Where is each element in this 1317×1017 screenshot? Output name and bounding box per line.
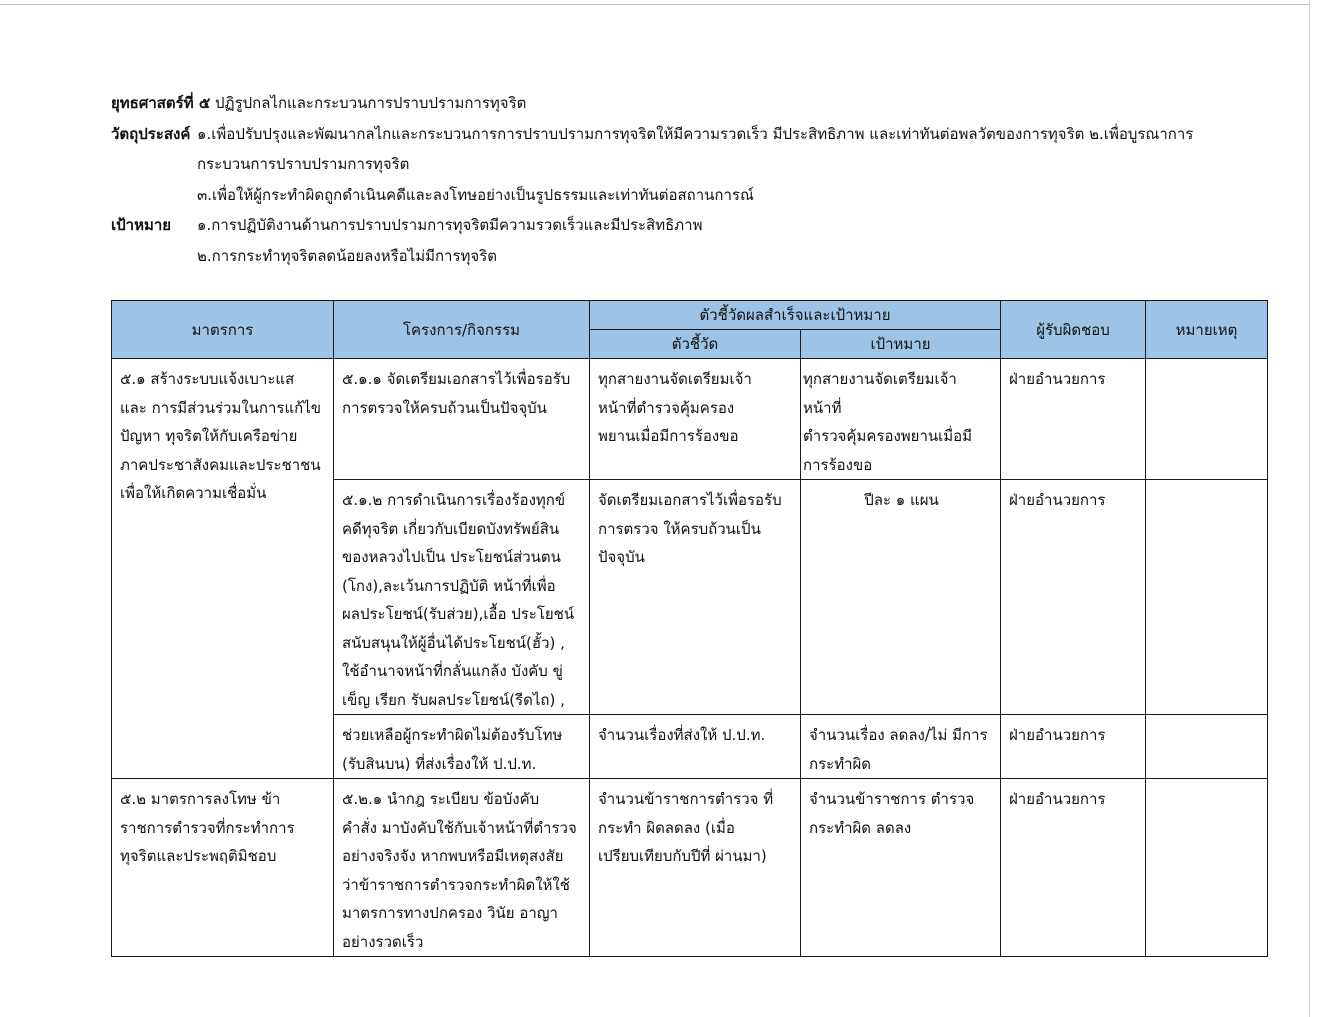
objectives-line-2	[111, 149, 1261, 180]
indicator-cell: จำนวนข้าราชการตำรวจ ที่ กระทำ ผิดลดลง (เมื่อ เปรียบเทียบกับปีที่ ผ่านมา)	[590, 779, 801, 957]
note-cell	[1146, 715, 1268, 779]
table-row	[112, 779, 1268, 957]
project-cell: ๕.๑.๒ การดำเนินการเรื่องร้องทุกข์ คดีทุจริต เกี่ยวกับเบียดบังทรัพย์สิน ของหลวงไปเป็น ประโยชน์ส่วนตน (โกง),ละเว้นการปฏิบัติ หน้าที่เพื่อ ผลประโยชน์(รับส่วย),เอื้อ ประโยชน์ สนับสนุนให้ผู้อื่นได้ประโยชน์(ฮั้ว) , ใช้อำนาจหน้าที่กลั่นแกล้ง บังคับ ขู่ เข็ญ เรียก รับผลประโยชน์(รีดไถ) ,	[334, 480, 590, 715]
owner-cell: ฝ่ายอำนวยการ	[1001, 715, 1146, 779]
target-cell: ทุกสายงานจัดเตรียมเจ้าหน้าที่ ตำรวจคุ้มครองพยานเมื่อมี การร้องขอ	[801, 359, 1001, 480]
target-cell: จำนวนเรื่อง ลดลง/ไม่ มีการ กระทำผิด	[801, 715, 1001, 779]
goal-text: ๑.การปฏิบัติงานด้านการปราบปรามการทุจริตมีความรวดเร็วและมีประสิทธิภาพ	[197, 216, 703, 235]
objective-text: ๓.เพื่อให้ผู้กระทำผิดถูกดำเนินคดีและลงโทษอย่างเป็นรูปธรรมและเท่าทันต่อสถานการณ์	[197, 185, 754, 204]
project-cell: ๕.๑.๑ จัดเตรียมเอกสารไว้เพื่อรอรับ การตรวจให้ครบถ้วนเป็นปัจจุบัน	[334, 359, 590, 480]
measure-cell: ๕.๑ สร้างระบบแจ้งเบาะแส และ การมีส่วนร่วมในการแก้ไข ปัญหา ทุจริตให้กับเครือข่าย ภาคประชาสังคมและประชาชน เพื่อให้เกิดความเชื่อมั่น	[112, 359, 334, 779]
indicator-cell: จัดเตรียมเอกสารไว้เพื่อรอรับ การตรวจ ให้ครบถ้วนเป็น ปัจจุบัน	[590, 480, 801, 715]
page-right-border	[1309, 0, 1310, 1017]
strategy-line	[111, 88, 1261, 119]
note-cell	[1146, 359, 1268, 480]
goals-line-2	[111, 241, 1261, 272]
header-project: โครงการ/กิจกรรม	[334, 301, 590, 359]
strategy-text: ปฏิรูปกลไกและกระบวนการปราบปรามการทุจริต	[214, 94, 527, 112]
project-cell: ๕.๒.๑ นำกฎ ระเบียบ ข้อบังคับ คำสั่ง มาบังคับใช้กับเจ้าหน้าที่ตำรวจ อย่างจริงจัง หากพบหรือมีเหตุสงสัย ว่าข้าราชการตำรวจกระทำผิดให้ใช้ มาตรการทางปกครอง วินัย อาญา อย่างรวดเร็ว	[334, 779, 590, 957]
objective-text: ๑.เพื่อปรับปรุงและพัฒนากลไกและกระบวนการการปราบปรามการทุจริตให้มีความรวดเร็ว มีประสิทธิภาพ และเท่าทันต่อพลวัตของการทุจริต ๒.เพื่อบูรณาการ	[197, 124, 1194, 143]
header-indicator: ตัวชี้วัด	[590, 330, 801, 359]
goals-label: เป้าหมาย	[111, 216, 172, 235]
objective-text: กระบวนการปราบปรามการทุจริต	[197, 155, 410, 174]
table-row	[112, 359, 1268, 480]
indicator-cell: จำนวนเรื่องที่ส่งให้ ป.ป.ท.	[590, 715, 801, 779]
owner-cell: ฝ่ายอำนวยการ	[1001, 779, 1146, 957]
header-note: หมายเหตุ	[1146, 301, 1268, 359]
measures-table	[111, 300, 1268, 957]
owner-cell: ฝ่ายอำนวยการ	[1001, 359, 1146, 480]
strategy-label: ยุทธศาสตร์ที่ ๕	[111, 94, 211, 112]
target-cell: จำนวนข้าราชการ ตำรวจ กระทำผิด ลดลง	[801, 779, 1001, 957]
page-top-border	[0, 0, 1310, 5]
header-measure: มาตรการ	[112, 301, 334, 359]
note-cell	[1146, 779, 1268, 957]
header-target: เป้าหมาย	[801, 330, 1001, 359]
note-cell	[1146, 480, 1268, 715]
owner-cell: ฝ่ายอำนวยการ	[1001, 480, 1146, 715]
objectives-label: วัตถุประสงค์	[111, 124, 191, 143]
header-owner: ผู้รับผิดชอบ	[1001, 301, 1146, 359]
goals-line-1	[111, 210, 1261, 241]
objectives-line-3	[111, 180, 1261, 211]
measure-cell: ๕.๒ มาตรการลงโทษ ข้า ราชการตำรวจที่กระทำการ ทุจริตและประพฤติมิชอบ	[112, 779, 334, 957]
strategy-intro	[111, 88, 1261, 272]
objectives-line-1	[111, 119, 1261, 150]
header-kpi-group: ตัวชี้วัดผลสำเร็จและเป้าหมาย	[590, 301, 1001, 330]
target-cell: ปีละ ๑ แผน	[801, 480, 1001, 715]
goal-text: ๒.การกระทำทุจริตลดน้อยลงหรือไม่มีการทุจริต	[197, 246, 498, 265]
project-cell: ช่วยเหลือผู้กระทำผิดไม่ต้องรับโทษ (รับสินบน) ที่ส่งเรื่องให้ ป.ป.ท.	[334, 715, 590, 779]
indicator-cell: ทุกสายงานจัดเตรียมเจ้า หน้าที่ตำรวจคุ้มครอง พยานเมื่อมีการร้องขอ	[590, 359, 801, 480]
